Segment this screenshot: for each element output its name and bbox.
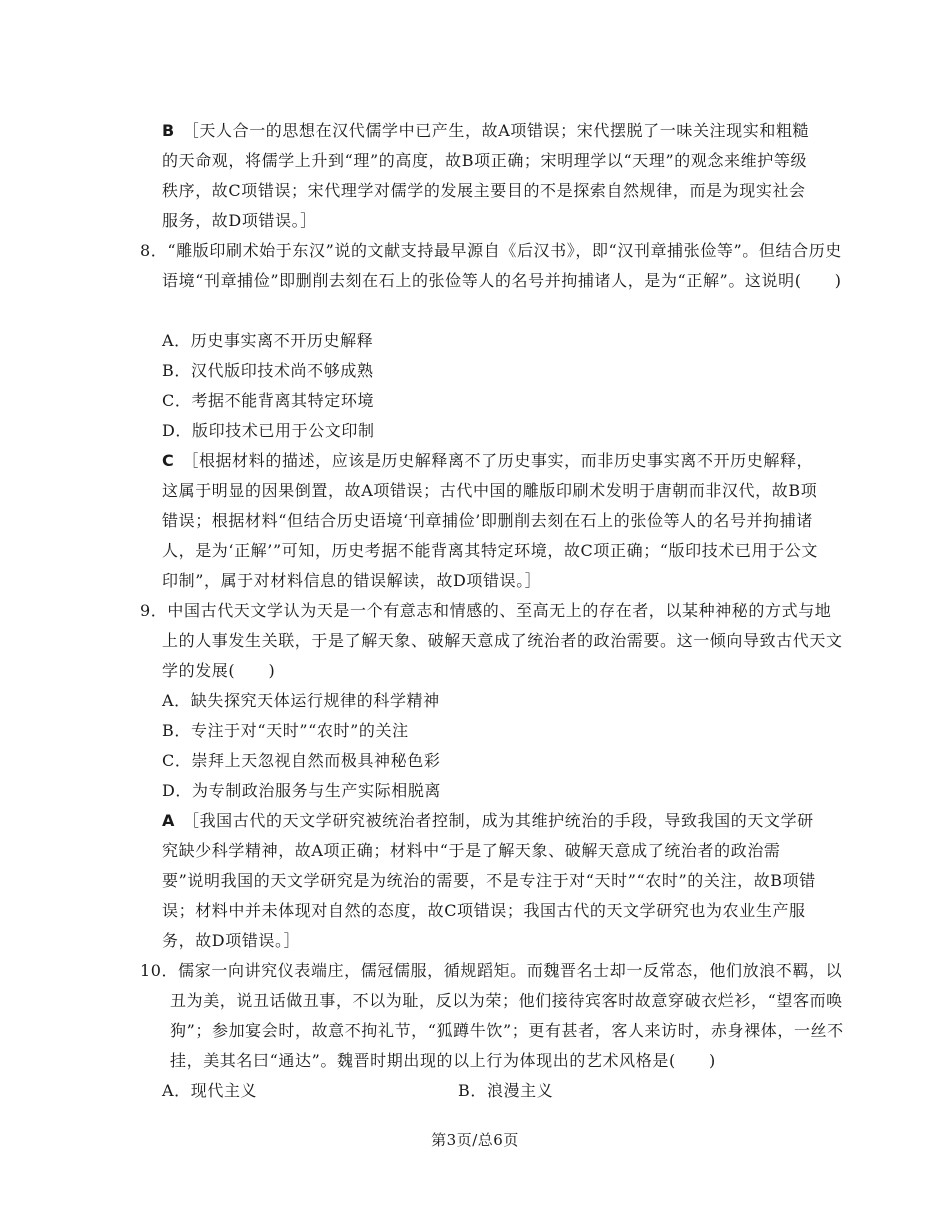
answer-9-explanation: ［我国古代的天文学研究被统治者控制，成为其维护统治的手段，导致我国的天文学研究缺少科学精神，故A项正确；材料中“于是了解天象、破解天意成了统治者的政治需要”说明我国的天文学研究是为统治的需要，不是专注于对“天时”“农时”的关注，故B项错误；材料中并未体现对自然的态度，故C项错误；我国古代的天文学研究也为农业生产服务，故D项错误。］: [162, 811, 816, 950]
question-8-option-c: C．考据不能背离其特定环境: [162, 391, 375, 410]
question-9-number: 9．: [140, 601, 168, 620]
question-8-stem: “雕版印刷术始于东汉”说的文献支持最早源自《后汉书》，即“汉刊章捕张俭等”。但结合历史语境“刊章捕俭”即删削去刻在石上的张俭等人的名号并拘捕诸人，是为“正解”。这说明( ): [162, 241, 842, 290]
question-10-option-b: B．浪漫主义: [458, 1081, 554, 1100]
question-8-option-a: A．历史事实离不开历史解释: [162, 331, 374, 350]
question-9-option-c: C．崇拜上天忽视自然而极具神秘色彩: [162, 751, 441, 770]
question-9-stem: 中国古代天文学认为天是一个有意志和情感的、至高无上的存在者，以某种神秘的方式与地上的人事发生关联，于是了解天象、破解天意成了统治者的政治需要。这一倾向导致古代天文学的发展( ): [162, 601, 843, 680]
answer-8-letter: C: [162, 451, 175, 470]
question-10-option-a: A．现代主义: [162, 1081, 258, 1100]
question-9-option-a: A．缺失探究天体运行规律的科学精神: [162, 691, 440, 710]
question-8: [140, 236, 844, 296]
page-footer: 第3页/总6页: [431, 1131, 519, 1149]
answer-7-explanation: ［天人合一的思想在汉代儒学中已产生，故A项错误；宋代摆脱了一味关注现实和粗糙的天命观，将儒学上升到“理”的高度，故B项正确；宋明理学以“天理”的观念来维护等级秩序，故C项错误；宋代理学对儒学的发展主要目的不是探索自然规律，而是为现实社会服务，故D项错误。］: [162, 121, 810, 230]
question-9-option-b: B．专注于对“天时”“农时”的关注: [162, 721, 409, 740]
question-10-stem: 儒家一向讲究仪表端庄，儒冠儒服，循规蹈矩。而魏晋名士却一反常态，他们放浪不羁，以丑为美，说丑话做丑事，不以为耻，反以为荣；他们接待宾客时故意穿破衣烂衫，“望客而唤狗”；参加宴会时，故意不拘礼节，“狐蹲牛饮”；更有甚者，客人来访时，赤身裸体，一丝不挂，美其名曰“通达”。魏晋时期出现的以上行为体现出的艺术风格是( ): [170, 961, 844, 1070]
question-9: [140, 596, 844, 686]
question-8-option-b: B．汉代版印技术尚不够成熟: [162, 361, 374, 380]
question-9-option-d: D．为专制政治服务与生产实际相脱离: [162, 781, 442, 800]
question-8-option-d: D．版印技术已用于公文印制: [162, 421, 375, 440]
question-10: [140, 956, 852, 1076]
question-8-number: 8．: [140, 241, 168, 260]
answer-7: [162, 116, 822, 236]
answer-8-explanation: ［根据材料的描述，应该是历史解释离不了历史事实，而非历史事实离不开历史解释，这属于明显的因果倒置，故A项错误；古代中国的雕版印刷术发明于唐朝而非汉代，故B项错误；根据材料“但结合历史语境‘刊章捕俭’即删削去刻在石上的张俭等人的名号并拘捕诸人，是为‘正解’”可知，历史考据不能背离其特定环境，故C项正确；“版印技术已用于公文印制”，属于对材料信息的错误解读，故D项错误。］: [162, 451, 818, 590]
answer-8: [162, 446, 822, 596]
answer-9-letter: A: [162, 811, 175, 830]
answer-9: [162, 806, 822, 956]
answer-7-letter: B: [162, 121, 175, 140]
question-10-number: 10．: [140, 961, 179, 980]
